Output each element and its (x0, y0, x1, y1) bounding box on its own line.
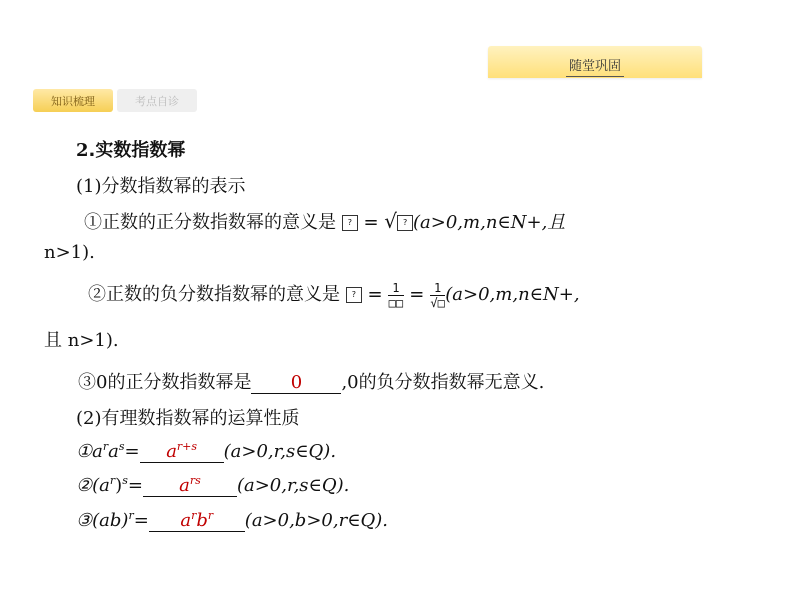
formula-glyph: ? (397, 215, 413, 231)
answer-blank-2: $a^{rs}$ (143, 475, 237, 497)
subheading-fractional-exponent: (1)分数指数幂的表示 (76, 176, 246, 197)
section-heading: 2.实数指数幂 (76, 140, 186, 161)
item-positive-fractional-cont: n>1). (44, 242, 95, 263)
tab-self-test[interactable]: 考点自诊 (117, 89, 197, 112)
rule-product-power: ③(ab)$^r$= $a^rb^r$ (a>0,b>0,r∈Q). (76, 509, 389, 531)
answer-zero-blank: 0 (251, 373, 341, 394)
item-negative-fractional: ②正数的负分数指数幂的意义是 ? = $\frac{1}{□□}$ = $\frac{1}{√□}$ (a>0,m,n∈N+, (88, 280, 580, 310)
answer-blank-3: $a^rb^r$ (149, 510, 245, 532)
answer-blank-1: $a^{r+s}$ (140, 441, 224, 463)
item-negative-fractional-cont: 且 n>1). (44, 330, 119, 351)
fraction: $\frac{1}{□□}$ (388, 280, 404, 310)
rule-product: $①a^ra^s= a^{r+s}$ (a>0,r,s∈Q). (76, 440, 337, 462)
subheading-rational-rules: (2)有理数指数幂的运算性质 (76, 408, 300, 429)
fraction: $\frac{1}{√□}$ (430, 280, 445, 310)
radical-icon: √ (384, 209, 398, 233)
item-zero-power: ③0的正分数指数幂是 0 ,0的负分数指数幂无意义. (78, 372, 545, 393)
top-tab-label: 随堂巩固 (488, 55, 702, 74)
formula-glyph: ? (342, 215, 358, 231)
formula-glyph: ? (346, 287, 362, 303)
tab-knowledge-review[interactable]: 知识梳理 (33, 89, 113, 112)
item-positive-fractional: ①正数的正分数指数幂的意义是 ? = √ ? (a>0,m,n∈N+,且 (84, 209, 566, 233)
rule-power: $②(a^r)^s= a^{rs}$ (a>0,r,s∈Q). (76, 474, 350, 496)
top-tab-consolidation[interactable] (488, 46, 702, 78)
